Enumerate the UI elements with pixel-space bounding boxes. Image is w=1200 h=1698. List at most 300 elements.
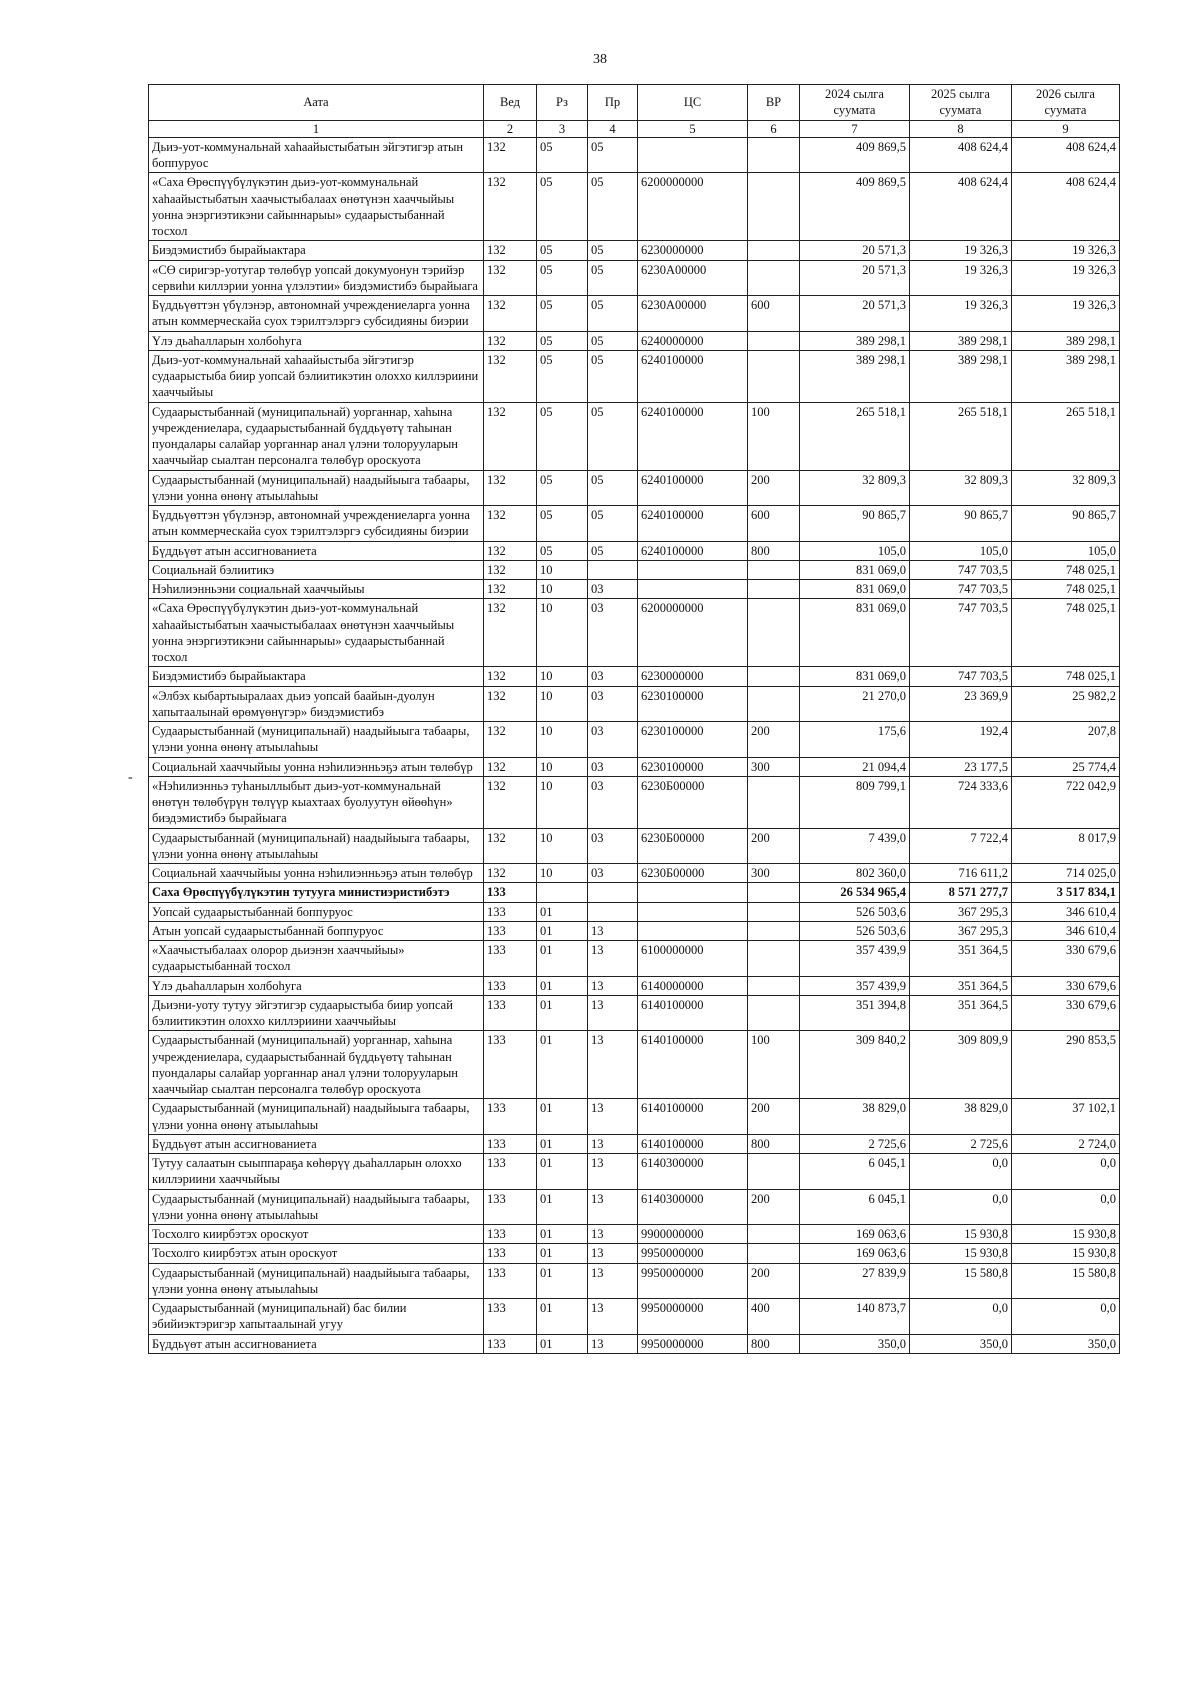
row-cs: 6230А00000 bbox=[638, 296, 748, 332]
row-vr bbox=[748, 260, 800, 296]
row-name: Бүддьүөттэн үбүлэнэр, автономнай учреждениеларга уонна атын коммерческайа суох тэрилтэлэргэ субсидияны биэрии bbox=[149, 506, 484, 542]
row-name: Судаарыстыбаннай (муниципальнай) уорганнар, хаһына учреждениелара, судаарыстыбаннай бүддьүөтү таһынан пуондалары салайар уорганнар анал үлэни толорууларын хааччыйар сыалтан персоналга төлөбүр ороскуота bbox=[149, 402, 484, 470]
row-name: «Хаачыстыбалаах олорор дьиэнэн хааччыйыы» судаарыстыбаннай тосхол bbox=[149, 941, 484, 977]
table-row bbox=[149, 722, 1120, 758]
row-amount-2024: 351 394,8 bbox=[800, 995, 910, 1031]
row-ved: 133 bbox=[484, 1244, 537, 1263]
table-row bbox=[149, 173, 1120, 241]
row-pr bbox=[588, 883, 638, 902]
row-cs: 6200000000 bbox=[638, 173, 748, 241]
row-amount-2024: 26 534 965,4 bbox=[800, 883, 910, 902]
row-amount-2025: 309 809,9 bbox=[910, 1031, 1012, 1099]
row-amount-2025: 367 295,3 bbox=[910, 921, 1012, 940]
row-name: Судаарыстыбаннай (муниципальнай) наадыйыыга табаары, үлэни уонна өнөнү атыылаһыы bbox=[149, 470, 484, 506]
row-ved: 133 bbox=[484, 995, 537, 1031]
row-vr bbox=[748, 1244, 800, 1263]
row-cs: 6100000000 bbox=[638, 941, 748, 977]
row-ved: 132 bbox=[484, 260, 537, 296]
row-cs: 6140100000 bbox=[638, 1031, 748, 1099]
row-ved: 133 bbox=[484, 1189, 537, 1225]
row-amount-2024: 20 571,3 bbox=[800, 241, 910, 260]
row-amount-2025: 389 298,1 bbox=[910, 350, 1012, 402]
table-row bbox=[149, 296, 1120, 332]
row-amount-2026: 105,0 bbox=[1012, 541, 1120, 560]
column-number: 2 bbox=[484, 120, 537, 137]
row-vr bbox=[748, 776, 800, 828]
row-cs: 6140000000 bbox=[638, 976, 748, 995]
table-row bbox=[149, 864, 1120, 883]
row-amount-2026: 748 025,1 bbox=[1012, 560, 1120, 579]
row-cs: 6140100000 bbox=[638, 1134, 748, 1153]
row-amount-2024: 2 725,6 bbox=[800, 1134, 910, 1153]
row-rz: 10 bbox=[537, 580, 588, 599]
row-amount-2026: 748 025,1 bbox=[1012, 667, 1120, 686]
row-ved: 132 bbox=[484, 137, 537, 173]
row-amount-2024: 526 503,6 bbox=[800, 902, 910, 921]
row-cs bbox=[638, 137, 748, 173]
row-ved: 132 bbox=[484, 722, 537, 758]
row-pr bbox=[588, 902, 638, 921]
row-vr: 200 bbox=[748, 722, 800, 758]
table-row bbox=[149, 470, 1120, 506]
row-rz: 10 bbox=[537, 686, 588, 722]
row-name: Уопсай судаарыстыбаннай боппуруос bbox=[149, 902, 484, 921]
row-amount-2024: 350,0 bbox=[800, 1334, 910, 1353]
table-row bbox=[149, 883, 1120, 902]
row-amount-2026: 346 610,4 bbox=[1012, 921, 1120, 940]
row-rz: 01 bbox=[537, 1099, 588, 1135]
row-name: Биэдэмистибэ бырайыактара bbox=[149, 667, 484, 686]
row-rz: 01 bbox=[537, 1031, 588, 1099]
row-cs: 6240100000 bbox=[638, 541, 748, 560]
row-amount-2025: 32 809,3 bbox=[910, 470, 1012, 506]
row-amount-2024: 409 869,5 bbox=[800, 173, 910, 241]
row-name: Судаарыстыбаннай (муниципальнай) уорганнар, хаһына учреждениелара, судаарыстыбаннай бүддьүөтү таһынан пуондалары салайар уорганнар анал үлэни толорууларын хааччыйар сыалтан персоналга төлөбүр ороскуота bbox=[149, 1031, 484, 1099]
row-amount-2025: 0,0 bbox=[910, 1189, 1012, 1225]
page-number: 38 bbox=[593, 52, 607, 67]
row-amount-2024: 90 865,7 bbox=[800, 506, 910, 542]
row-amount-2026: 330 679,6 bbox=[1012, 976, 1120, 995]
table-row bbox=[149, 599, 1120, 667]
row-rz: 01 bbox=[537, 941, 588, 977]
row-vr bbox=[748, 331, 800, 350]
row-amount-2025: 7 722,4 bbox=[910, 828, 1012, 864]
row-amount-2024: 389 298,1 bbox=[800, 331, 910, 350]
row-amount-2024: 175,6 bbox=[800, 722, 910, 758]
row-name: Судаарыстыбаннай (муниципальнай) бас билии эбийиэктэригэр хапытаалынай угуу bbox=[149, 1299, 484, 1335]
row-pr: 13 bbox=[588, 1031, 638, 1099]
row-amount-2026: 15 930,8 bbox=[1012, 1225, 1120, 1244]
row-amount-2026: 748 025,1 bbox=[1012, 599, 1120, 667]
row-pr: 05 bbox=[588, 241, 638, 260]
row-amount-2025: 408 624,4 bbox=[910, 173, 1012, 241]
table-row bbox=[149, 667, 1120, 686]
row-vr: 100 bbox=[748, 402, 800, 470]
row-vr: 800 bbox=[748, 1334, 800, 1353]
row-rz: 05 bbox=[537, 173, 588, 241]
row-rz: 05 bbox=[537, 137, 588, 173]
row-name: «СӨ сиригэр-уотугар төлөбүр уопсай докумуонун тэрийэр сервиһи киллэрии уонна үлэлэтии» биэдэмистибэ бырайыага bbox=[149, 260, 484, 296]
row-amount-2026: 714 025,0 bbox=[1012, 864, 1120, 883]
row-ved: 132 bbox=[484, 296, 537, 332]
table-row bbox=[149, 137, 1120, 173]
row-amount-2025: 351 364,5 bbox=[910, 976, 1012, 995]
row-cs: 6240100000 bbox=[638, 506, 748, 542]
table-row bbox=[149, 1225, 1120, 1244]
row-amount-2025: 389 298,1 bbox=[910, 331, 1012, 350]
column-number: 5 bbox=[638, 120, 748, 137]
table-row bbox=[149, 1244, 1120, 1263]
row-amount-2026: 330 679,6 bbox=[1012, 995, 1120, 1031]
row-amount-2025: 23 177,5 bbox=[910, 757, 1012, 776]
table-row bbox=[149, 757, 1120, 776]
row-ved: 132 bbox=[484, 241, 537, 260]
table-row bbox=[149, 902, 1120, 921]
row-amount-2026: 0,0 bbox=[1012, 1189, 1120, 1225]
row-rz: 01 bbox=[537, 1189, 588, 1225]
row-amount-2026: 330 679,6 bbox=[1012, 941, 1120, 977]
row-pr: 13 bbox=[588, 1154, 638, 1190]
row-name: Судаарыстыбаннай (муниципальнай) наадыйыыга табаары, үлэни уонна өнөнү атыылаһыы bbox=[149, 828, 484, 864]
header-rz: Рз bbox=[537, 85, 588, 121]
table-row bbox=[149, 580, 1120, 599]
row-name: «Саха Өрөспүүбүлүкэтин дьиэ-уот-коммунальнай хаһаайыстыбатын хаачыстыбалаах өнөтүнэн хааччыйыы уонна энэргиэтикэни сайыннарыы» судаарыстыбаннай тосхол bbox=[149, 599, 484, 667]
row-pr: 05 bbox=[588, 506, 638, 542]
row-rz: 10 bbox=[537, 776, 588, 828]
row-ved: 133 bbox=[484, 1154, 537, 1190]
row-amount-2024: 32 809,3 bbox=[800, 470, 910, 506]
row-amount-2024: 809 799,1 bbox=[800, 776, 910, 828]
row-amount-2026: 389 298,1 bbox=[1012, 331, 1120, 350]
row-name: Тутуу салаатын сыыппараҕа көһөрүү дьаһалларын олоххо киллэриини хааччыйыы bbox=[149, 1154, 484, 1190]
row-vr bbox=[748, 902, 800, 921]
row-name: Бүддьүөттэн үбүлэнэр, автономнай учреждениеларга уонна атын коммерческайа суох тэрилтэлэргэ субсидияны биэрии bbox=[149, 296, 484, 332]
table-body bbox=[149, 137, 1120, 1353]
row-amount-2026: 350,0 bbox=[1012, 1334, 1120, 1353]
row-amount-2024: 20 571,3 bbox=[800, 296, 910, 332]
row-rz: 10 bbox=[537, 667, 588, 686]
header-2026: 2026 сылга суумата bbox=[1012, 85, 1120, 121]
row-pr: 13 bbox=[588, 1299, 638, 1335]
row-amount-2025: 15 580,8 bbox=[910, 1263, 1012, 1299]
row-vr: 600 bbox=[748, 296, 800, 332]
row-rz: 01 bbox=[537, 921, 588, 940]
column-number-row bbox=[149, 120, 1120, 137]
row-ved: 133 bbox=[484, 921, 537, 940]
table-row bbox=[149, 1334, 1120, 1353]
row-cs: 9950000000 bbox=[638, 1299, 748, 1335]
row-pr: 05 bbox=[588, 173, 638, 241]
row-amount-2025: 15 930,8 bbox=[910, 1244, 1012, 1263]
table-row bbox=[149, 1154, 1120, 1190]
row-amount-2025: 747 703,5 bbox=[910, 667, 1012, 686]
row-vr: 200 bbox=[748, 1189, 800, 1225]
row-pr: 13 bbox=[588, 921, 638, 940]
row-rz: 01 bbox=[537, 902, 588, 921]
row-pr: 05 bbox=[588, 470, 638, 506]
row-amount-2026: 3 517 834,1 bbox=[1012, 883, 1120, 902]
row-pr: 13 bbox=[588, 1244, 638, 1263]
row-amount-2024: 409 869,5 bbox=[800, 137, 910, 173]
table-row bbox=[149, 1031, 1120, 1099]
row-amount-2025: 38 829,0 bbox=[910, 1099, 1012, 1135]
header-ved: Вед bbox=[484, 85, 537, 121]
row-rz: 05 bbox=[537, 470, 588, 506]
row-rz: 05 bbox=[537, 260, 588, 296]
row-amount-2026: 19 326,3 bbox=[1012, 241, 1120, 260]
row-name: Тосхолго киирбэтэх атын ороскуот bbox=[149, 1244, 484, 1263]
row-amount-2024: 6 045,1 bbox=[800, 1189, 910, 1225]
row-rz: 01 bbox=[537, 1134, 588, 1153]
row-amount-2025: 105,0 bbox=[910, 541, 1012, 560]
row-amount-2025: 8 571 277,7 bbox=[910, 883, 1012, 902]
row-cs: 6240100000 bbox=[638, 402, 748, 470]
row-vr: 200 bbox=[748, 1099, 800, 1135]
table-row bbox=[149, 1263, 1120, 1299]
row-cs: 6200000000 bbox=[638, 599, 748, 667]
row-ved: 133 bbox=[484, 883, 537, 902]
row-amount-2026: 748 025,1 bbox=[1012, 580, 1120, 599]
row-cs: 6230100000 bbox=[638, 757, 748, 776]
row-amount-2025: 19 326,3 bbox=[910, 260, 1012, 296]
row-amount-2024: 831 069,0 bbox=[800, 580, 910, 599]
table-row bbox=[149, 506, 1120, 542]
row-amount-2025: 0,0 bbox=[910, 1154, 1012, 1190]
row-amount-2025: 351 364,5 bbox=[910, 941, 1012, 977]
column-number: 7 bbox=[800, 120, 910, 137]
row-amount-2026: 15 580,8 bbox=[1012, 1263, 1120, 1299]
row-amount-2026: 346 610,4 bbox=[1012, 902, 1120, 921]
row-vr bbox=[748, 941, 800, 977]
row-amount-2026: 265 518,1 bbox=[1012, 402, 1120, 470]
row-ved: 132 bbox=[484, 173, 537, 241]
row-amount-2026: 15 930,8 bbox=[1012, 1244, 1120, 1263]
row-vr bbox=[748, 173, 800, 241]
row-rz: 05 bbox=[537, 296, 588, 332]
row-rz: 10 bbox=[537, 560, 588, 579]
row-amount-2024: 357 439,9 bbox=[800, 976, 910, 995]
row-cs bbox=[638, 883, 748, 902]
column-number: 9 bbox=[1012, 120, 1120, 137]
row-vr bbox=[748, 995, 800, 1031]
row-rz: 05 bbox=[537, 506, 588, 542]
row-rz: 10 bbox=[537, 757, 588, 776]
row-pr: 13 bbox=[588, 1189, 638, 1225]
row-name: Социальнай хааччыйыы уонна нэһилиэнньэҕэ атын төлөбүр bbox=[149, 864, 484, 883]
budget-table bbox=[148, 84, 1120, 1354]
row-amount-2025: 0,0 bbox=[910, 1299, 1012, 1335]
row-amount-2024: 265 518,1 bbox=[800, 402, 910, 470]
row-name: Дьиэ-уот-коммунальнай хаһаайыстыбатын эйгэтигэр атын боппуруос bbox=[149, 137, 484, 173]
row-pr: 05 bbox=[588, 296, 638, 332]
row-amount-2024: 27 839,9 bbox=[800, 1263, 910, 1299]
row-amount-2024: 7 439,0 bbox=[800, 828, 910, 864]
row-vr bbox=[748, 1154, 800, 1190]
header-2025: 2025 сылга суумата bbox=[910, 85, 1012, 121]
row-ved: 133 bbox=[484, 1225, 537, 1244]
row-rz: 10 bbox=[537, 599, 588, 667]
row-rz bbox=[537, 883, 588, 902]
row-amount-2026: 0,0 bbox=[1012, 1299, 1120, 1335]
row-amount-2026: 389 298,1 bbox=[1012, 350, 1120, 402]
row-rz: 05 bbox=[537, 402, 588, 470]
row-rz: 10 bbox=[537, 722, 588, 758]
row-name: Судаарыстыбаннай (муниципальнай) наадыйыыга табаары, үлэни уонна өнөнү атыылаһыы bbox=[149, 1189, 484, 1225]
row-vr bbox=[748, 667, 800, 686]
row-name: Судаарыстыбаннай (муниципальнай) наадыйыыга табаары, үлэни уонна өнөнү атыылаһыы bbox=[149, 722, 484, 758]
row-rz: 01 bbox=[537, 995, 588, 1031]
row-name: Үлэ дьаһалларын холбоһуга bbox=[149, 331, 484, 350]
header-vr: ВР bbox=[748, 85, 800, 121]
row-amount-2026: 2 724,0 bbox=[1012, 1134, 1120, 1153]
row-vr bbox=[748, 560, 800, 579]
row-ved: 132 bbox=[484, 541, 537, 560]
row-cs: 6230100000 bbox=[638, 686, 748, 722]
row-amount-2026: 0,0 bbox=[1012, 1154, 1120, 1190]
row-name: Судаарыстыбаннай (муниципальнай) наадыйыыга табаары, үлэни уонна өнөнү атыылаһыы bbox=[149, 1263, 484, 1299]
row-pr: 13 bbox=[588, 976, 638, 995]
row-cs: 6230Б00000 bbox=[638, 864, 748, 883]
row-amount-2025: 747 703,5 bbox=[910, 599, 1012, 667]
row-vr bbox=[748, 241, 800, 260]
row-name: Биэдэмистибэ бырайыактара bbox=[149, 241, 484, 260]
row-amount-2024: 831 069,0 bbox=[800, 560, 910, 579]
column-number: 6 bbox=[748, 120, 800, 137]
row-ved: 133 bbox=[484, 1031, 537, 1099]
row-cs: 6140100000 bbox=[638, 995, 748, 1031]
row-ved: 133 bbox=[484, 1099, 537, 1135]
row-amount-2026: 290 853,5 bbox=[1012, 1031, 1120, 1099]
table-row bbox=[149, 331, 1120, 350]
margin-mark: - bbox=[128, 770, 133, 785]
row-rz: 01 bbox=[537, 1244, 588, 1263]
row-rz: 01 bbox=[537, 1334, 588, 1353]
row-vr bbox=[748, 137, 800, 173]
row-amount-2025: 19 326,3 bbox=[910, 296, 1012, 332]
table-row bbox=[149, 1299, 1120, 1335]
row-ved: 132 bbox=[484, 560, 537, 579]
row-ved: 132 bbox=[484, 686, 537, 722]
table-row bbox=[149, 921, 1120, 940]
row-pr: 03 bbox=[588, 757, 638, 776]
row-amount-2025: 2 725,6 bbox=[910, 1134, 1012, 1153]
row-pr: 03 bbox=[588, 828, 638, 864]
row-name: Нэһилиэнньэни социальнай хааччыйыы bbox=[149, 580, 484, 599]
row-cs: 6230Б00000 bbox=[638, 776, 748, 828]
row-ved: 132 bbox=[484, 776, 537, 828]
row-name: «Нэһилиэнньэ туһаныллыбыт дьиэ-уот-коммунальнай өнөтүн төлөбүрүн төлүүр кыахтаах буолуутун өйөөһүн» биэдэмистибэ бырайыага bbox=[149, 776, 484, 828]
row-amount-2024: 21 094,4 bbox=[800, 757, 910, 776]
column-number: 1 bbox=[149, 120, 484, 137]
row-ved: 133 bbox=[484, 902, 537, 921]
row-amount-2024: 169 063,6 bbox=[800, 1244, 910, 1263]
row-rz: 01 bbox=[537, 1263, 588, 1299]
column-number: 8 bbox=[910, 120, 1012, 137]
row-rz: 01 bbox=[537, 1225, 588, 1244]
table-row bbox=[149, 828, 1120, 864]
row-amount-2024: 526 503,6 bbox=[800, 921, 910, 940]
row-amount-2024: 802 360,0 bbox=[800, 864, 910, 883]
row-ved: 133 bbox=[484, 1334, 537, 1353]
row-cs bbox=[638, 902, 748, 921]
row-cs: 9950000000 bbox=[638, 1244, 748, 1263]
row-name: Үлэ дьаһалларын холбоһуга bbox=[149, 976, 484, 995]
row-amount-2025: 351 364,5 bbox=[910, 995, 1012, 1031]
row-name: Дьиэ-уот-коммунальнай хаһаайыстыба эйгэтигэр судаарыстыба биир уопсай бэлиитикэтин олоххо киллэриини хааччыйыы bbox=[149, 350, 484, 402]
row-cs bbox=[638, 560, 748, 579]
row-ved: 132 bbox=[484, 402, 537, 470]
table-row bbox=[149, 686, 1120, 722]
row-cs: 9950000000 bbox=[638, 1334, 748, 1353]
row-amount-2026: 37 102,1 bbox=[1012, 1099, 1120, 1135]
row-cs: 9900000000 bbox=[638, 1225, 748, 1244]
row-amount-2025: 265 518,1 bbox=[910, 402, 1012, 470]
row-amount-2025: 19 326,3 bbox=[910, 241, 1012, 260]
row-amount-2024: 357 439,9 bbox=[800, 941, 910, 977]
row-vr: 400 bbox=[748, 1299, 800, 1335]
table-row bbox=[149, 241, 1120, 260]
row-ved: 132 bbox=[484, 757, 537, 776]
row-ved: 132 bbox=[484, 331, 537, 350]
row-pr: 13 bbox=[588, 941, 638, 977]
row-rz: 05 bbox=[537, 350, 588, 402]
row-rz: 10 bbox=[537, 864, 588, 883]
row-pr: 05 bbox=[588, 541, 638, 560]
table-row bbox=[149, 976, 1120, 995]
row-cs: 6240100000 bbox=[638, 350, 748, 402]
row-vr: 200 bbox=[748, 470, 800, 506]
row-amount-2024: 20 571,3 bbox=[800, 260, 910, 296]
row-vr bbox=[748, 921, 800, 940]
row-vr: 200 bbox=[748, 1263, 800, 1299]
table-row bbox=[149, 350, 1120, 402]
row-amount-2025: 15 930,8 bbox=[910, 1225, 1012, 1244]
row-rz: 05 bbox=[537, 541, 588, 560]
row-pr: 13 bbox=[588, 1099, 638, 1135]
row-rz: 01 bbox=[537, 1154, 588, 1190]
row-cs: 6240100000 bbox=[638, 470, 748, 506]
row-cs: 6140300000 bbox=[638, 1189, 748, 1225]
row-amount-2026: 25 982,2 bbox=[1012, 686, 1120, 722]
row-pr: 03 bbox=[588, 686, 638, 722]
row-cs: 6230Б00000 bbox=[638, 828, 748, 864]
row-vr: 300 bbox=[748, 864, 800, 883]
row-amount-2026: 19 326,3 bbox=[1012, 260, 1120, 296]
row-amount-2026: 722 042,9 bbox=[1012, 776, 1120, 828]
header-name: Аата bbox=[149, 85, 484, 121]
row-amount-2026: 408 624,4 bbox=[1012, 173, 1120, 241]
row-rz: 01 bbox=[537, 976, 588, 995]
row-amount-2025: 408 624,4 bbox=[910, 137, 1012, 173]
row-amount-2024: 6 045,1 bbox=[800, 1154, 910, 1190]
row-pr: 13 bbox=[588, 1134, 638, 1153]
row-cs bbox=[638, 580, 748, 599]
row-name: Социальнай бэлиитикэ bbox=[149, 560, 484, 579]
table-row bbox=[149, 541, 1120, 560]
row-vr bbox=[748, 599, 800, 667]
row-name: Бүддьүөт атын ассигнованиета bbox=[149, 1134, 484, 1153]
row-rz: 01 bbox=[537, 1299, 588, 1335]
row-pr: 03 bbox=[588, 722, 638, 758]
table-row bbox=[149, 941, 1120, 977]
row-cs: 6230100000 bbox=[638, 722, 748, 758]
row-rz: 05 bbox=[537, 241, 588, 260]
row-ved: 133 bbox=[484, 1299, 537, 1335]
row-amount-2024: 105,0 bbox=[800, 541, 910, 560]
row-vr bbox=[748, 1225, 800, 1244]
row-ved: 133 bbox=[484, 941, 537, 977]
row-pr bbox=[588, 560, 638, 579]
